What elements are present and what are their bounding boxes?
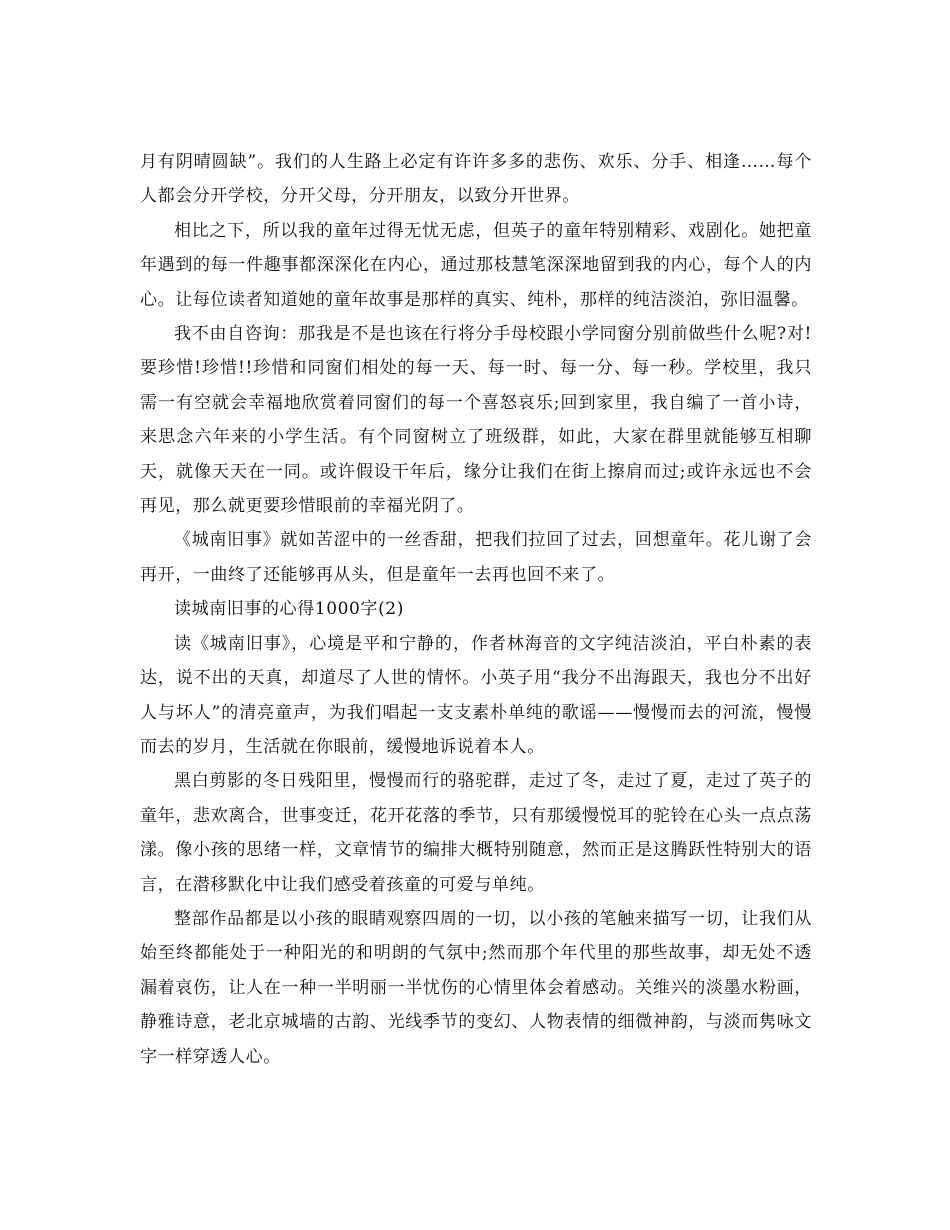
document-body bbox=[140, 145, 812, 1074]
paragraph: 我不由自咨询：那我是不是也该在行将分手母校跟小学同窗分别前做些什么呢?对!要珍惜!珍惜!!珍惜和同窗们相处的每一天、每一时、每一分、每一秒。学校里，我只需一有空就会幸福地欣赏着同窗们的每一个喜怒哀乐;回到家里，我自编了一首小诗，来思念六年来的小学生活。有个同窗树立了班级群，如此，大家在群里就能够互相聊天，就像天天在一同。或许假设干年后，缘分让我们在街上擦肩而过;或许永远也不会再见，那么就更要珍惜眼前的幸福光阴了。 bbox=[140, 324, 812, 517]
paragraph: 《城南旧事》就如苦涩中的一丝香甜，把我们拉回了过去，回想童年。花儿谢了会再开，一曲终了还能够再从头，但是童年一去再也回不来了。 bbox=[140, 530, 812, 585]
paragraph: 整部作品都是以小孩的眼睛观察四周的一切，以小孩的笔触来描写一切，让我们从始至终都能处于一种阳光的和明朗的气氛中;然而那个年代里的那些故事，却无处不透漏着哀伤，让人在一种一半明丽一半忧伤的心情里体会着感动。关维兴的淡墨水粉画，静雅诗意，老北京城墙的古韵、光线季节的变幻、人物表情的细微神韵，与淡而隽咏文字一样穿透人心。 bbox=[140, 908, 812, 1067]
section-heading: 读城南旧事的心得1000字(2) bbox=[174, 599, 404, 620]
paragraph-continued: 月有阴晴圆缺”。我们的人生路上必定有许许多多的悲伤、欢乐、分手、相逢……每个人都会分开学校，分开父母，分开朋友，以致分开世界。 bbox=[140, 152, 812, 207]
paragraph: 黑白剪影的冬日残阳里，慢慢而行的骆驼群，走过了冬，走过了夏，走过了英子的童年，悲欢离合，世事变迁，花开花落的季节，只有那缓慢悦耳的驼铃在心头一点点荡漾。像小孩的思绪一样，文章情节的编排大概特别随意，然而正是这腾跃性特别大的语言，在潜移默化中让我们感受着孩童的可爱与单纯。 bbox=[140, 771, 812, 895]
paragraph: 读《城南旧事》，心境是平和宁静的，作者林海音的文字纯洁淡泊，平白朴素的表达，说不出的天真，却道尽了人世的情怀。小英子用“我分不出海跟天，我也分不出好人与坏人”的清亮童声，为我们唱起一支支素朴单纯的歌谣——慢慢而去的河流，慢慢而去的岁月，生活就在你眼前，缓慢地诉说着本人。 bbox=[140, 633, 812, 757]
paragraph: 相比之下，所以我的童年过得无忧无虑，但英子的童年特别精彩、戏剧化。她把童年遇到的每一件趣事都深深化在内心，通过那枝慧笔深深地留到我的内心，每个人的内心。让每位读者知道她的童年故事是那样的真实、纯朴，那样的纯洁淡泊，弥旧温馨。 bbox=[140, 220, 812, 310]
